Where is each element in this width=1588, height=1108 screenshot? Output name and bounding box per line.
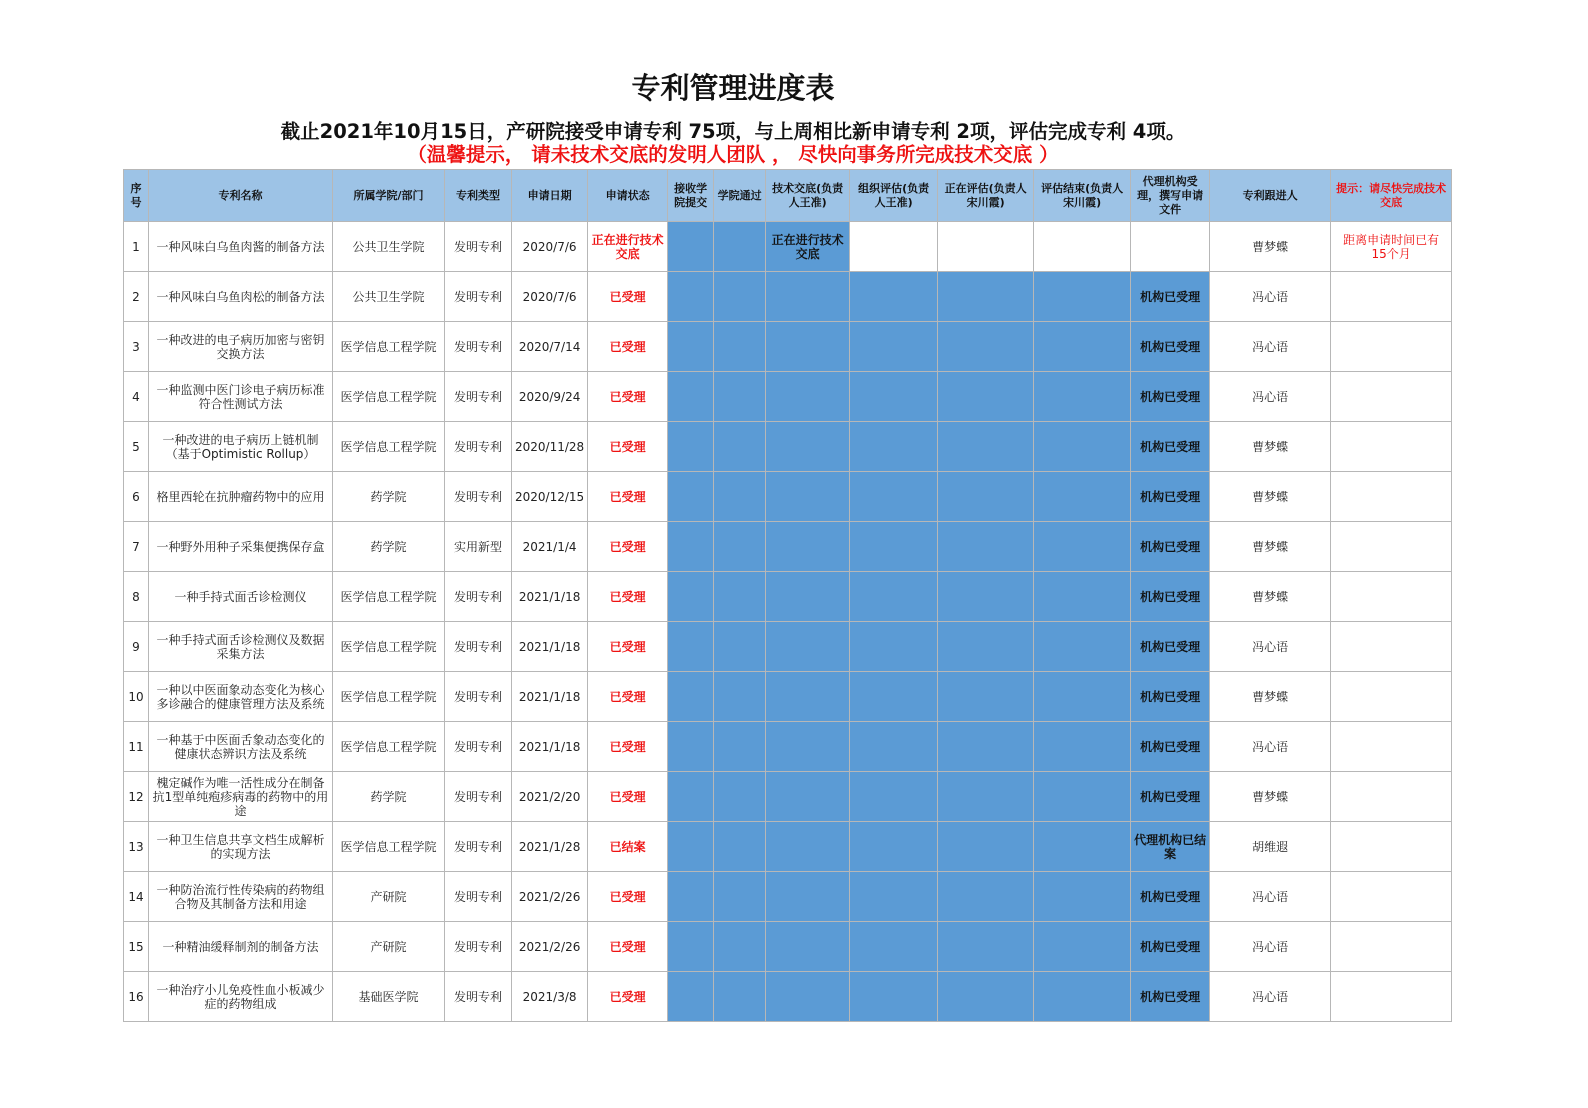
row-status: 已结案 (588, 822, 668, 872)
row-tip: 距离申请时间已有 15个月 (1331, 222, 1452, 272)
row-organize (850, 922, 938, 972)
row-dept: 基础医学院 (333, 972, 445, 1022)
row-agency: 机构已受理 (1131, 272, 1210, 322)
row-received (668, 722, 714, 772)
row-date: 2020/12/15 (512, 472, 588, 522)
row-type: 发明专利 (445, 222, 512, 272)
row-name: 格里西轮在抗肿瘤药物中的应用 (149, 472, 333, 522)
row-type: 发明专利 (445, 872, 512, 922)
header-dept: 所属学院/部门 (333, 170, 445, 222)
row-evaluated (1034, 672, 1131, 722)
row-name: 槐定碱作为唯一活性成分在制备抗1型单纯疱疹病毒的药物中的用途 (149, 772, 333, 822)
row-agency: 机构已受理 (1131, 572, 1210, 622)
row-approved (714, 822, 766, 872)
row-agency: 代理机构已结案 (1131, 822, 1210, 872)
header-type: 专利类型 (445, 170, 512, 222)
row-evaluated (1034, 772, 1131, 822)
row-evaluating (938, 722, 1034, 772)
header-owner: 专利跟进人 (1210, 170, 1331, 222)
row-type: 发明专利 (445, 722, 512, 772)
row-approved (714, 622, 766, 672)
row-evaluated (1034, 622, 1131, 672)
header-date: 申请日期 (512, 170, 588, 222)
row-date: 2021/2/26 (512, 872, 588, 922)
row-approved (714, 872, 766, 922)
header-agency: 代理机构受理，撰写申请文件 (1131, 170, 1210, 222)
row-status: 已受理 (588, 572, 668, 622)
row-evaluated (1034, 722, 1131, 772)
row-agency: 机构已受理 (1131, 972, 1210, 1022)
header-status: 申请状态 (588, 170, 668, 222)
row-organize (850, 272, 938, 322)
row-tip (1331, 472, 1452, 522)
row-no: 8 (124, 572, 149, 622)
row-evaluated (1034, 372, 1131, 422)
header-no: 序号 (124, 170, 149, 222)
row-owner: 冯心语 (1210, 972, 1331, 1022)
row-received (668, 372, 714, 422)
row-no: 10 (124, 672, 149, 722)
row-name: 一种风味白乌鱼肉松的制备方法 (149, 272, 333, 322)
row-organize (850, 672, 938, 722)
row-tech (766, 622, 850, 672)
table-row (124, 422, 1452, 472)
table-row (124, 522, 1452, 572)
row-no: 11 (124, 722, 149, 772)
row-owner: 冯心语 (1210, 322, 1331, 372)
row-organize (850, 772, 938, 822)
row-tech (766, 822, 850, 872)
row-received (668, 572, 714, 622)
row-owner: 冯心语 (1210, 922, 1331, 972)
row-received (668, 922, 714, 972)
row-organize (850, 822, 938, 872)
row-date: 2020/11/28 (512, 422, 588, 472)
table-row (124, 672, 1452, 722)
row-status: 已受理 (588, 422, 668, 472)
row-tip (1331, 972, 1452, 1022)
row-dept: 医学信息工程学院 (333, 572, 445, 622)
row-name: 一种手持式面舌诊检测仪及数据采集方法 (149, 622, 333, 672)
row-tech (766, 272, 850, 322)
row-date: 2021/2/26 (512, 922, 588, 972)
row-no: 16 (124, 972, 149, 1022)
row-name: 一种以中医面象动态变化为核心多诊融合的健康管理方法及系统 (149, 672, 333, 722)
row-no: 3 (124, 322, 149, 372)
row-name: 一种手持式面舌诊检测仪 (149, 572, 333, 622)
row-owner: 冯心语 (1210, 722, 1331, 772)
table-row (124, 272, 1452, 322)
row-evaluating (938, 272, 1034, 322)
row-date: 2020/9/24 (512, 372, 588, 422)
row-dept: 产研院 (333, 922, 445, 972)
row-agency (1131, 222, 1210, 272)
row-received (668, 872, 714, 922)
row-tip (1331, 922, 1452, 972)
row-dept: 药学院 (333, 522, 445, 572)
row-tech: 正在进行技术交底 (766, 222, 850, 272)
row-no: 6 (124, 472, 149, 522)
patent-progress-table (123, 169, 1452, 1022)
row-tip (1331, 822, 1452, 872)
row-type: 发明专利 (445, 372, 512, 422)
row-dept: 医学信息工程学院 (333, 722, 445, 772)
row-tech (766, 922, 850, 972)
row-status: 已受理 (588, 522, 668, 572)
row-type: 发明专利 (445, 822, 512, 872)
row-tech (766, 472, 850, 522)
row-evaluated (1034, 272, 1131, 322)
row-type: 发明专利 (445, 422, 512, 472)
row-name: 一种基于中医面舌象动态变化的健康状态辨识方法及系统 (149, 722, 333, 772)
row-evaluating (938, 422, 1034, 472)
row-name: 一种监测中医门诊电子病历标准符合性测试方法 (149, 372, 333, 422)
row-type: 发明专利 (445, 772, 512, 822)
row-approved (714, 272, 766, 322)
row-owner: 曹梦蝶 (1210, 772, 1331, 822)
row-status: 已受理 (588, 922, 668, 972)
row-date: 2021/1/18 (512, 672, 588, 722)
row-dept: 医学信息工程学院 (333, 322, 445, 372)
row-name: 一种治疗小儿免疫性血小板减少症的药物组成 (149, 972, 333, 1022)
row-no: 2 (124, 272, 149, 322)
row-approved (714, 522, 766, 572)
row-status: 已受理 (588, 472, 668, 522)
row-no: 15 (124, 922, 149, 972)
row-dept: 医学信息工程学院 (333, 672, 445, 722)
row-evaluated (1034, 822, 1131, 872)
row-owner: 冯心语 (1210, 372, 1331, 422)
header-organize: 组织评估(负责人王准) (850, 170, 938, 222)
row-type: 发明专利 (445, 672, 512, 722)
row-date: 2021/3/8 (512, 972, 588, 1022)
header-evaluated: 评估结束(负责人宋川霞) (1034, 170, 1131, 222)
table-row (124, 972, 1452, 1022)
row-received (668, 772, 714, 822)
row-owner: 冯心语 (1210, 272, 1331, 322)
row-organize (850, 222, 938, 272)
table-row (124, 772, 1452, 822)
row-evaluating (938, 472, 1034, 522)
row-evaluated (1034, 572, 1131, 622)
row-name: 一种野外用种子采集便携保存盒 (149, 522, 333, 572)
table-row (124, 622, 1452, 672)
row-tip (1331, 622, 1452, 672)
row-tech (766, 522, 850, 572)
row-dept: 医学信息工程学院 (333, 822, 445, 872)
row-tip (1331, 522, 1452, 572)
row-approved (714, 972, 766, 1022)
row-date: 2020/7/6 (512, 272, 588, 322)
row-status: 已受理 (588, 672, 668, 722)
row-owner: 胡维遐 (1210, 822, 1331, 872)
row-owner: 曹梦蝶 (1210, 222, 1331, 272)
row-approved (714, 772, 766, 822)
row-tech (766, 572, 850, 622)
row-tip (1331, 672, 1452, 722)
row-received (668, 622, 714, 672)
row-type: 发明专利 (445, 272, 512, 322)
reminder-notice: （温馨提示， 请未技术交底的发明人团队 ， 尽快向事务所完成技术交底 ） (407, 143, 1059, 166)
row-status: 已受理 (588, 272, 668, 322)
table-row (124, 322, 1452, 372)
row-evaluating (938, 672, 1034, 722)
header-approved: 学院通过 (714, 170, 766, 222)
table-row (124, 572, 1452, 622)
row-owner: 曹梦蝶 (1210, 672, 1331, 722)
table-row (124, 222, 1452, 272)
row-name: 一种防治流行性传染病的药物组合物及其制备方法和用途 (149, 872, 333, 922)
row-owner: 曹梦蝶 (1210, 572, 1331, 622)
row-dept: 公共卫生学院 (333, 272, 445, 322)
row-organize (850, 622, 938, 672)
row-agency: 机构已受理 (1131, 472, 1210, 522)
row-type: 发明专利 (445, 622, 512, 672)
row-evaluating (938, 872, 1034, 922)
row-owner: 曹梦蝶 (1210, 522, 1331, 572)
row-tech (766, 672, 850, 722)
row-received (668, 822, 714, 872)
row-evaluated (1034, 522, 1131, 572)
table-row (124, 822, 1452, 872)
row-evaluating (938, 372, 1034, 422)
row-agency: 机构已受理 (1131, 622, 1210, 672)
row-dept: 医学信息工程学院 (333, 622, 445, 672)
row-evaluated (1034, 972, 1131, 1022)
row-received (668, 522, 714, 572)
row-status: 已受理 (588, 772, 668, 822)
summary-text: 截止2021年10月15日，产研院接受申请专利 75项，与上周相比新申请专利 2项，评估完成专利 4项。 (280, 120, 1186, 143)
row-date: 2021/1/4 (512, 522, 588, 572)
row-type: 发明专利 (445, 322, 512, 372)
row-evaluating (938, 522, 1034, 572)
row-date: 2021/1/18 (512, 572, 588, 622)
row-organize (850, 322, 938, 372)
row-owner: 曹梦蝶 (1210, 472, 1331, 522)
row-no: 5 (124, 422, 149, 472)
row-evaluating (938, 622, 1034, 672)
row-agency: 机构已受理 (1131, 422, 1210, 472)
row-date: 2021/1/18 (512, 622, 588, 672)
row-organize (850, 372, 938, 422)
row-status: 已受理 (588, 322, 668, 372)
row-agency: 机构已受理 (1131, 872, 1210, 922)
row-received (668, 272, 714, 322)
row-status: 正在进行技术交底 (588, 222, 668, 272)
row-evaluating (938, 572, 1034, 622)
row-organize (850, 572, 938, 622)
row-organize (850, 872, 938, 922)
row-no: 14 (124, 872, 149, 922)
row-tech (766, 422, 850, 472)
table-header-row (124, 170, 1452, 222)
row-tip (1331, 322, 1452, 372)
row-organize (850, 972, 938, 1022)
table-row (124, 722, 1452, 772)
row-agency: 机构已受理 (1131, 672, 1210, 722)
row-name: 一种卫生信息共享文档生成解析的实现方法 (149, 822, 333, 872)
row-evaluating (938, 322, 1034, 372)
row-tech (766, 322, 850, 372)
row-dept: 公共卫生学院 (333, 222, 445, 272)
row-tip (1331, 372, 1452, 422)
row-organize (850, 472, 938, 522)
row-name: 一种精油缓释制剂的制备方法 (149, 922, 333, 972)
row-approved (714, 672, 766, 722)
row-approved (714, 472, 766, 522)
row-tip (1331, 272, 1452, 322)
row-dept: 医学信息工程学院 (333, 422, 445, 472)
row-name: 一种风味白乌鱼肉酱的制备方法 (149, 222, 333, 272)
row-type: 发明专利 (445, 972, 512, 1022)
row-tip (1331, 572, 1452, 622)
row-status: 已受理 (588, 622, 668, 672)
row-received (668, 222, 714, 272)
row-evaluating (938, 772, 1034, 822)
row-no: 4 (124, 372, 149, 422)
table-row (124, 922, 1452, 972)
row-tip (1331, 772, 1452, 822)
row-status: 已受理 (588, 372, 668, 422)
row-evaluated (1034, 872, 1131, 922)
header-name: 专利名称 (149, 170, 333, 222)
row-agency: 机构已受理 (1131, 372, 1210, 422)
row-evaluated (1034, 322, 1131, 372)
row-received (668, 472, 714, 522)
row-approved (714, 572, 766, 622)
row-approved (714, 722, 766, 772)
page-title: 专利管理进度表 (631, 71, 835, 105)
row-owner: 曹梦蝶 (1210, 422, 1331, 472)
row-no: 7 (124, 522, 149, 572)
row-organize (850, 522, 938, 572)
header-tip: 提示：请尽快完成技术交底 (1331, 170, 1452, 222)
row-type: 实用新型 (445, 522, 512, 572)
row-received (668, 672, 714, 722)
row-approved (714, 372, 766, 422)
row-no: 12 (124, 772, 149, 822)
row-type: 发明专利 (445, 572, 512, 622)
row-tip (1331, 872, 1452, 922)
row-received (668, 422, 714, 472)
row-no: 9 (124, 622, 149, 672)
row-date: 2021/1/28 (512, 822, 588, 872)
row-date: 2021/1/18 (512, 722, 588, 772)
row-organize (850, 722, 938, 772)
row-no: 1 (124, 222, 149, 272)
header-received: 接收学院提交 (668, 170, 714, 222)
header-evaluating: 正在评估(负责人宋川霞) (938, 170, 1034, 222)
row-date: 2021/2/20 (512, 772, 588, 822)
header-tech: 技术交底(负责人王准) (766, 170, 850, 222)
row-dept: 产研院 (333, 872, 445, 922)
row-status: 已受理 (588, 972, 668, 1022)
row-evaluating (938, 972, 1034, 1022)
row-dept: 药学院 (333, 772, 445, 822)
row-evaluating (938, 922, 1034, 972)
row-agency: 机构已受理 (1131, 772, 1210, 822)
row-tech (766, 772, 850, 822)
row-no: 13 (124, 822, 149, 872)
row-agency: 机构已受理 (1131, 722, 1210, 772)
row-approved (714, 922, 766, 972)
row-tech (766, 872, 850, 922)
row-evaluating (938, 822, 1034, 872)
row-owner: 冯心语 (1210, 622, 1331, 672)
table-row (124, 872, 1452, 922)
row-tech (766, 722, 850, 772)
row-agency: 机构已受理 (1131, 522, 1210, 572)
row-received (668, 972, 714, 1022)
table-row (124, 472, 1452, 522)
row-tech (766, 972, 850, 1022)
row-agency: 机构已受理 (1131, 922, 1210, 972)
row-agency: 机构已受理 (1131, 322, 1210, 372)
row-evaluated (1034, 922, 1131, 972)
row-type: 发明专利 (445, 472, 512, 522)
row-evaluated (1034, 422, 1131, 472)
row-status: 已受理 (588, 872, 668, 922)
row-organize (850, 422, 938, 472)
row-tech (766, 372, 850, 422)
row-status: 已受理 (588, 722, 668, 772)
row-date: 2020/7/6 (512, 222, 588, 272)
row-received (668, 322, 714, 372)
row-name: 一种改进的电子病历上链机制（基于Optimistic Rollup） (149, 422, 333, 472)
row-type: 发明专利 (445, 922, 512, 972)
row-dept: 医学信息工程学院 (333, 372, 445, 422)
table-row (124, 372, 1452, 422)
row-owner: 冯心语 (1210, 872, 1331, 922)
row-evaluated (1034, 222, 1131, 272)
row-approved (714, 222, 766, 272)
row-tip (1331, 722, 1452, 772)
row-evaluated (1034, 472, 1131, 522)
row-approved (714, 322, 766, 372)
row-dept: 药学院 (333, 472, 445, 522)
row-approved (714, 422, 766, 472)
row-tip (1331, 422, 1452, 472)
row-evaluating (938, 222, 1034, 272)
row-name: 一种改进的电子病历加密与密钥交换方法 (149, 322, 333, 372)
row-date: 2020/7/14 (512, 322, 588, 372)
